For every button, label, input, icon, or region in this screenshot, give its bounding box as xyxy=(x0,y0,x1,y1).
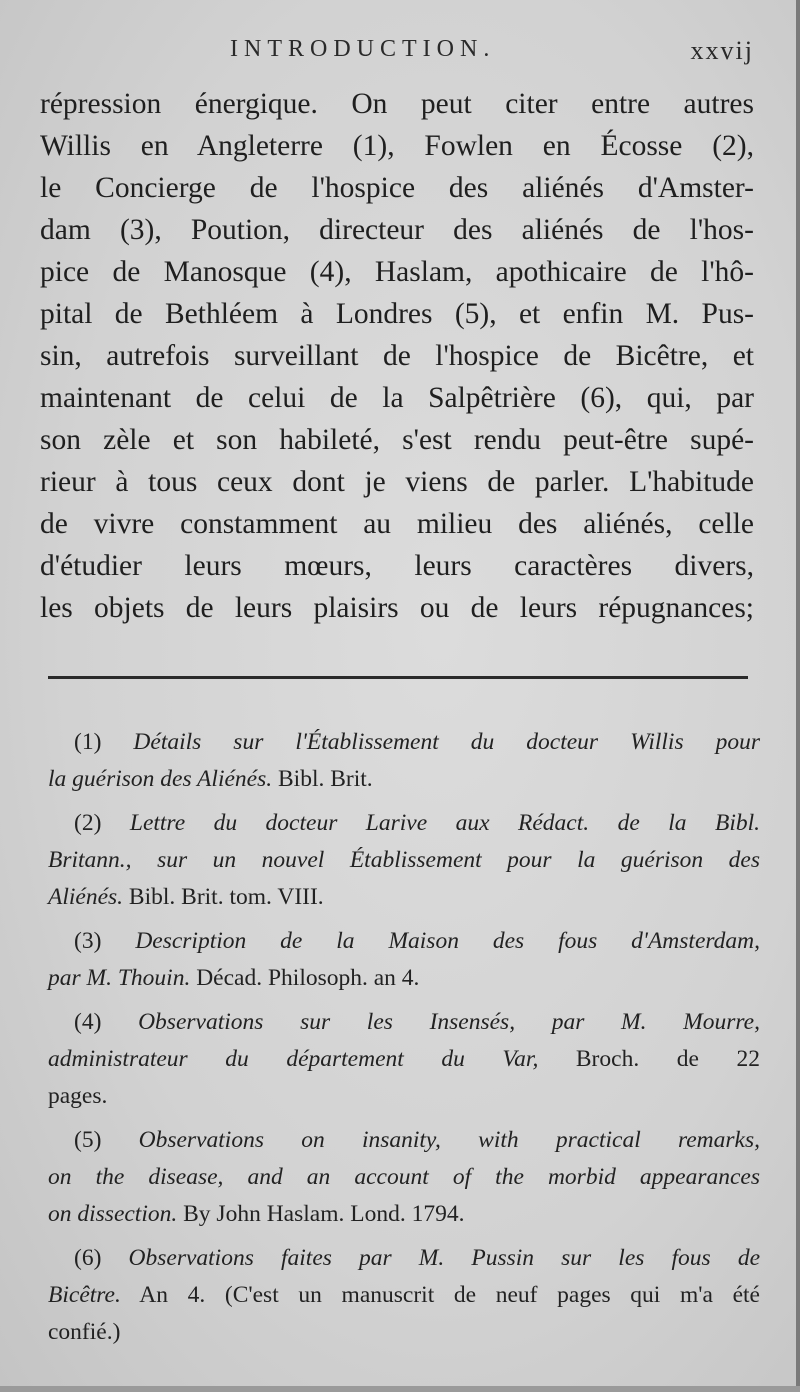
body-line: d'étudier leurs mœurs, leurs caractères divers, xyxy=(40,550,754,582)
footnote-italic-text: Bicêtre. xyxy=(48,1282,121,1308)
footnote-italic-text: la guérison des Aliénés. xyxy=(48,766,273,792)
footnote-text: Décad. Philosoph. an 4. xyxy=(190,965,420,991)
footnote-text: confié.) xyxy=(48,1319,121,1345)
footnote-text: pages. xyxy=(48,1083,108,1109)
footnote-italic-text: Détails sur l'Établissement du docteur Willis pour xyxy=(133,729,761,755)
footnote-line xyxy=(48,1314,760,1351)
footnote-text: (4) xyxy=(74,1009,139,1035)
footnote-italic-text: Britann., sur un nouvel Établissement pour la guérison des xyxy=(48,847,760,873)
footnote-line xyxy=(48,1078,760,1115)
footnote-line xyxy=(48,1159,760,1196)
footnote xyxy=(48,805,760,916)
footnote-line xyxy=(48,923,760,960)
footnote xyxy=(48,923,760,997)
footnote-text: Broch. de 22 xyxy=(538,1046,760,1072)
footnote-text: Bibl. Brit. xyxy=(272,766,373,792)
footnote-rule xyxy=(48,676,748,679)
footnote-italic-text: Lettre du docteur Larive aux Rédact. de la Bibl. xyxy=(129,810,761,836)
footnote-italic-text: on dissection. xyxy=(48,1201,178,1227)
body-line: le Concierge de l'hospice des aliénés d'Amster- xyxy=(40,172,754,204)
footnote-text: (2) xyxy=(74,810,130,836)
body-line: pice de Manosque (4), Haslam, apothicaire de l'hô- xyxy=(40,256,754,288)
footnote-text: (1) xyxy=(74,729,134,755)
footnote-line xyxy=(48,879,760,916)
body-line: dam (3), Poution, directeur des aliénés de l'hos- xyxy=(40,214,754,246)
footnote-text: An 4. (C'est un manuscrit de neuf pages qui m'a été xyxy=(120,1282,760,1308)
footnote-italic-text: Aliénés. xyxy=(48,884,124,910)
footnote-line xyxy=(48,1122,760,1159)
body-line: répression énergique. On peut citer entre autres xyxy=(40,88,754,120)
body-line: de vivre constamment au milieu des aliénés, celle xyxy=(40,508,754,540)
footnote-italic-text: Observations on insanity, with practical remarks, xyxy=(138,1127,760,1153)
footnote-line xyxy=(48,805,760,842)
footnote-italic-text: Observations faites par M. Pussin sur les fous de xyxy=(128,1245,760,1271)
footnote-line xyxy=(48,1004,760,1041)
footnote-gap xyxy=(48,798,760,805)
footnote-gap xyxy=(48,1233,760,1240)
footnote-text: (3) xyxy=(74,928,136,954)
page-number: xxvij xyxy=(690,36,754,65)
running-head: INTRODUCTION. xyxy=(230,36,496,62)
footnote xyxy=(48,1004,760,1115)
footnote-line xyxy=(48,960,760,997)
footnote-line xyxy=(48,724,760,761)
footnote-text: Bibl. Brit. tom. VIII. xyxy=(123,884,324,910)
footnote xyxy=(48,1122,760,1233)
footnote-line xyxy=(48,1277,760,1314)
footnote-text: (6) xyxy=(74,1245,129,1271)
footnotes xyxy=(48,724,760,1351)
footnote-line xyxy=(48,1196,760,1233)
footnote-italic-text: par M. Thouin. xyxy=(48,965,191,991)
footnote-italic-text: administrateur du département du Var, xyxy=(48,1046,539,1072)
footnote-italic-text: on the disease, and an account of the morbid appearances xyxy=(48,1164,760,1190)
footnote-text: (5) xyxy=(74,1127,139,1153)
footnote-gap xyxy=(48,916,760,923)
page-edge xyxy=(796,0,800,1392)
footnote-gap xyxy=(48,997,760,1004)
body-line: les objets de leurs plaisirs ou de leurs répugnances; xyxy=(40,592,754,624)
body-line: son zèle et son habileté, s'est rendu peut-être supé- xyxy=(40,424,754,456)
footnote-line xyxy=(48,1240,760,1277)
footnote xyxy=(48,724,760,798)
footnote-gap xyxy=(48,1115,760,1122)
footnote-text: By John Haslam. Lond. 1794. xyxy=(177,1201,465,1227)
page-header xyxy=(40,36,754,76)
body-text xyxy=(40,83,754,629)
body-line: Willis en Angleterre (1), Fowlen en Écosse (2), xyxy=(40,130,754,162)
body-line: maintenant de celui de la Salpêtrière (6), qui, par xyxy=(40,382,754,414)
body-line: sin, autrefois surveillant de l'hospice de Bicêtre, et xyxy=(40,340,754,372)
footnote-italic-text: Observations sur les Insensés, par M. Mourre, xyxy=(138,1009,760,1035)
footnote-italic-text: Description de la Maison des fous d'Amsterdam, xyxy=(135,928,760,954)
footnote-line xyxy=(48,842,760,879)
footnote xyxy=(48,1240,760,1351)
page-bottom-edge xyxy=(0,1386,800,1392)
body-line: pital de Bethléem à Londres (5), et enfin M. Pus- xyxy=(40,298,754,330)
footnote-line xyxy=(48,761,760,798)
body-line: rieur à tous ceux dont je viens de parler. L'habitude xyxy=(40,466,754,498)
footnote-line xyxy=(48,1041,760,1078)
